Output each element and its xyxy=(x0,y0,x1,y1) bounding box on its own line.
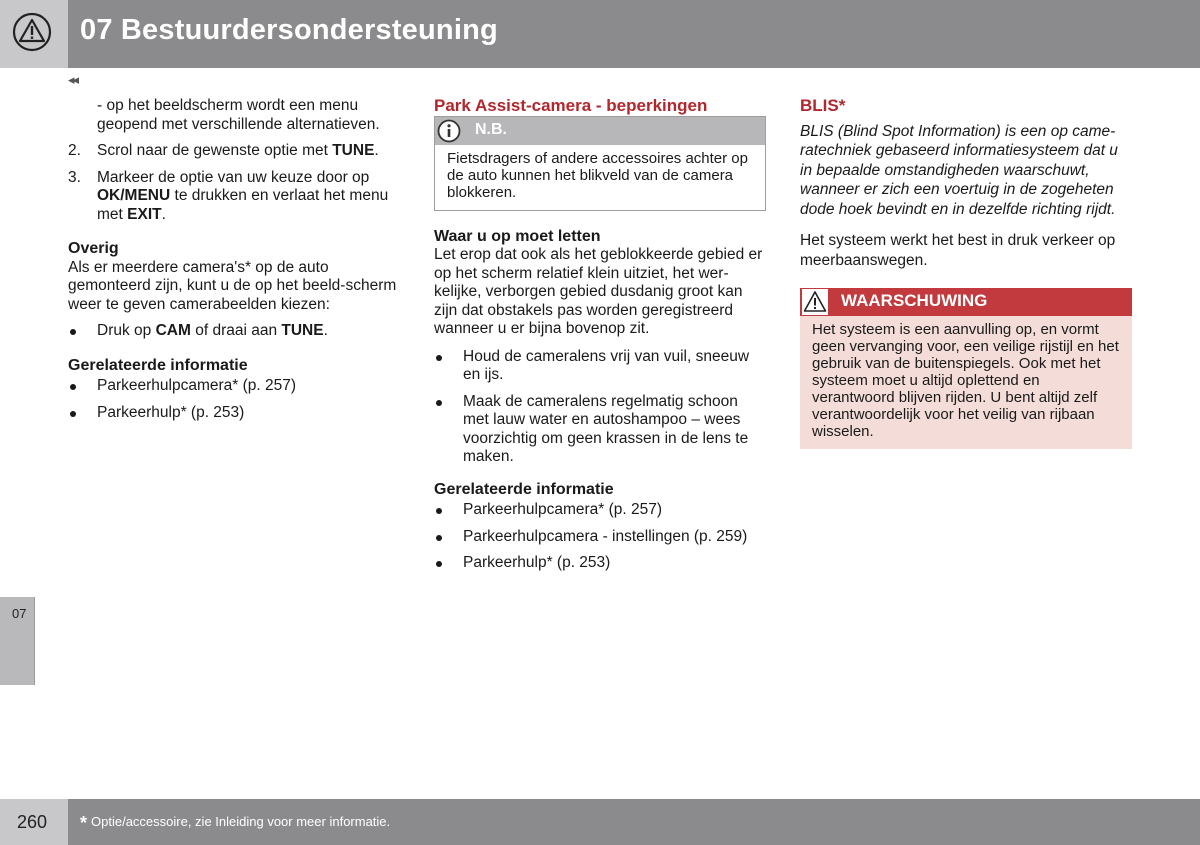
bullet-dot xyxy=(436,535,442,541)
column-2 xyxy=(434,97,766,573)
info-icon xyxy=(437,119,461,143)
section-title: Park Assist-camera - beperkingen xyxy=(434,96,708,115)
back-nav-icon[interactable]: ◂◂ xyxy=(68,72,78,87)
bullet-dot xyxy=(70,329,76,335)
step-text: . xyxy=(374,142,379,159)
overig-bullet xyxy=(68,322,408,341)
note-box xyxy=(434,116,766,211)
care-bullet xyxy=(434,348,766,385)
warning-text: Het systeem is een aanvulling op, en vormt geen vervanging voor, een veilige rijstijl en het gebruik van de buitenspiegels. Ook met het systeem moet u altijd oplettend en verantwoord blijven rijden. U bent altijd zelf verantwoordelijk voor het veilig van rijbaan wisselen. xyxy=(812,321,1119,440)
chapter-title: 07 Bestuurdersondersteuning xyxy=(80,14,498,46)
step-item xyxy=(68,169,408,225)
related-link[interactable] xyxy=(434,501,766,520)
related-heading: Gerelateerde informatie xyxy=(68,356,248,374)
care-bullet xyxy=(434,393,766,467)
related-list xyxy=(68,377,408,422)
blis-text: Het systeem werkt het best in druk verkeer op meerbaanswegen. xyxy=(800,232,1116,269)
related-list xyxy=(434,501,766,573)
step-text: te drukken en verlaat het menu met xyxy=(97,187,389,223)
footnote-star: * xyxy=(80,813,88,833)
bullet-key: TUNE xyxy=(281,322,324,339)
step-key: TUNE xyxy=(332,142,375,159)
related-link-text[interactable]: Parkeerhulpcamera* (p. 257) xyxy=(463,501,663,518)
related-heading: Gerelateerde informatie xyxy=(434,480,614,498)
step-intro: - op het beeldscherm wordt een menu geopend met verschillende alternatieven. xyxy=(97,97,380,133)
related-link[interactable] xyxy=(434,554,766,573)
page-number: 260 xyxy=(17,812,48,832)
bullet-text: Druk op xyxy=(97,322,156,339)
bullet-dot xyxy=(436,508,442,514)
bullet-key: CAM xyxy=(155,322,191,339)
related-link[interactable] xyxy=(434,528,766,547)
overig-heading: Overig xyxy=(68,240,119,257)
step-key: EXIT xyxy=(127,205,162,223)
column-3 xyxy=(800,97,1132,449)
related-link-text[interactable]: Parkeerhulp* (p. 253) xyxy=(463,554,611,571)
column-1 xyxy=(68,97,408,422)
note-label: N.B. xyxy=(475,120,507,138)
overig-text: Als er meerdere camera's* op de auto gemonteerd zijn, kunt u de op het beeld-scherm weer te geven camerabeelden kiezen: xyxy=(68,258,397,313)
bullet-text: Maak de cameralens regelmatig schoon met lauw water en autoshampoo – wees voorzichtig om geen krassen in de lens te maken. xyxy=(463,392,749,465)
step-number: 3. xyxy=(68,168,81,186)
watch-text: Let erop dat ook als het geblokkeerde gebied er op het scherm relatief klein uitziet, het wer-kelijke, verborgen gebied dusdanig groot kan zijn dat obstakels pas worden geregistreerd wanneer u er bijna bovenop zit. xyxy=(434,246,763,337)
section-title: BLIS* xyxy=(800,96,846,115)
warning-label: WAARSCHUWING xyxy=(841,291,988,310)
related-link[interactable] xyxy=(68,377,408,396)
blis-intro: BLIS (Blind Spot Information) is een op came-ratechniek gebaseerd informatiesysteem dat u in bepaalde omstandigheden waarschuwt, wanneer er zich een voertuig in de zogeheten dode hoek bevindt en in dezelfde richting rijdt. xyxy=(800,122,1118,218)
warning-triangle-icon xyxy=(802,289,828,315)
warning-triangle-icon xyxy=(12,12,52,52)
note-text: Fietsdragers of andere accessoires achter op de auto kunnen het blikveld van de camera blokkeren. xyxy=(447,149,748,201)
related-link[interactable] xyxy=(68,404,408,423)
note-header xyxy=(435,117,765,145)
bullet-dot xyxy=(70,384,76,390)
chapter-icon-box xyxy=(0,0,68,68)
bullet-text: Houd de cameralens vrij van vuil, sneeuw en ijs. xyxy=(463,347,750,383)
step-text: Scrol naar de gewenste optie met xyxy=(97,142,333,159)
step-number: 2. xyxy=(68,142,81,159)
bullet-dot xyxy=(436,400,442,406)
warning-box xyxy=(800,288,1132,449)
step-key: OK/MENU xyxy=(97,187,171,204)
related-link-text[interactable]: Parkeerhulp* (p. 253) xyxy=(97,403,245,421)
footnote-text: Optie/accessoire, zie Inleiding voor meer informatie. xyxy=(91,814,391,829)
bullet-dot xyxy=(70,411,76,417)
step-text: . xyxy=(161,205,166,223)
step-item xyxy=(68,142,408,161)
footnote xyxy=(80,813,390,834)
related-link-text[interactable]: Parkeerhulpcamera* (p. 257) xyxy=(97,377,297,394)
related-link-text[interactable]: Parkeerhulpcamera - instellingen (p. 259) xyxy=(463,527,748,545)
bullet-dot xyxy=(436,561,442,567)
bullet-text: . xyxy=(323,322,328,339)
step-text: Markeer de optie van uw keuze door op xyxy=(97,168,370,186)
watch-heading: Waar u op moet letten xyxy=(434,227,601,245)
warning-header xyxy=(800,288,1132,316)
bullet-dot xyxy=(436,355,442,361)
chapter-side-tab-label: 07 xyxy=(12,606,27,621)
bullet-text: of draai aan xyxy=(190,322,282,339)
